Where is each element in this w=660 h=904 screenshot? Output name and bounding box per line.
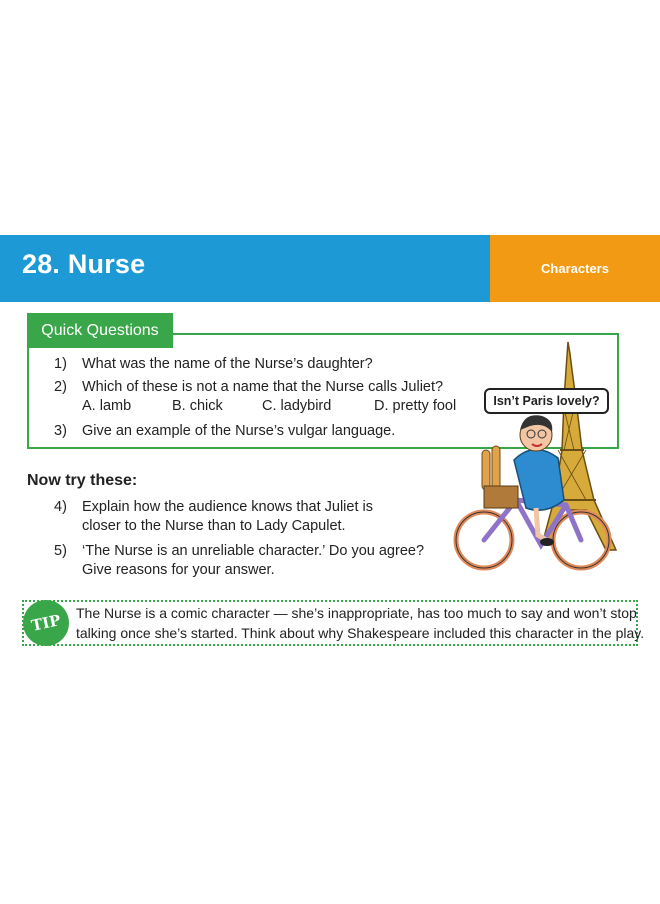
header-title-bar	[0, 235, 490, 302]
quick-questions-label: Quick Questions	[27, 313, 173, 348]
nurse-bicycle-illustration	[446, 340, 626, 580]
question-text-line-2: Give reasons for your answer.	[82, 562, 275, 578]
eiffel-tower-icon	[542, 342, 616, 550]
speech-bubble: Isn’t Paris lovely?	[484, 388, 609, 414]
now-try-heading: Now try these:	[27, 472, 138, 489]
section-tab	[490, 235, 660, 302]
question-text-line-2: closer to the Nurse than to Lady Capulet.	[82, 518, 346, 534]
question-text: Which of these is not a name that the Nurse calls Juliet?	[82, 379, 444, 395]
question-number: 2)	[54, 379, 67, 395]
option-d: D. pretty fool	[374, 398, 457, 414]
question-number: 3)	[54, 423, 67, 439]
tip-text-line-1: The Nurse is a comic character — she’s inappropriate, has too much to say and won’t stop	[76, 605, 637, 621]
tip-text-line-2: talking once she’s started. Think about why Shakespeare included this character in the play.	[76, 625, 645, 641]
question-text-line-1: ‘The Nurse is an unreliable character.’ Do you agree?	[82, 543, 425, 559]
option-b: B. chick	[172, 398, 223, 414]
option-c: C. ladybird	[262, 398, 332, 414]
question-text: Give an example of the Nurse’s vulgar language.	[82, 423, 396, 439]
section-label: Characters	[541, 261, 609, 276]
question-text: What was the name of the Nurse’s daughter?	[82, 356, 373, 372]
tip-badge-label: TIP	[29, 611, 63, 635]
page-header	[0, 235, 660, 302]
option-a: A. lamb	[82, 398, 132, 414]
question-number: 4)	[54, 499, 67, 515]
question-number: 5)	[54, 543, 67, 559]
page-title: 28. Nurse	[22, 249, 146, 279]
question-number: 1)	[54, 356, 67, 372]
question-text-line-1: Explain how the audience knows that Juliet is	[82, 499, 373, 515]
